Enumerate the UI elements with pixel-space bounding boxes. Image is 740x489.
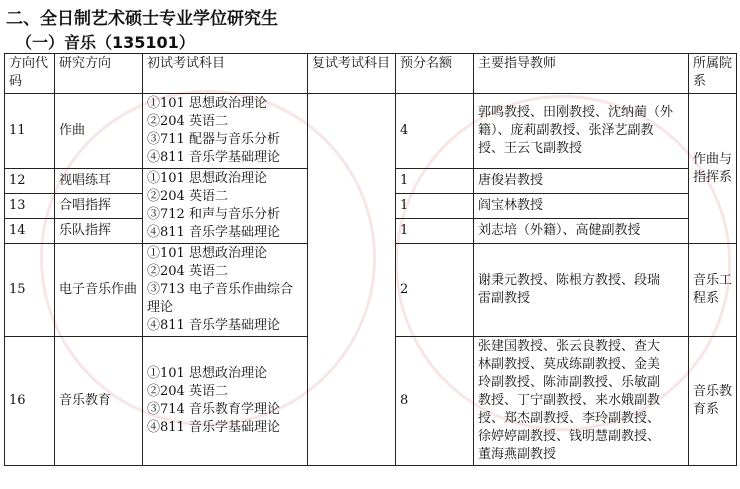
cell-exam — [143, 337, 308, 466]
cell-code: 15 — [5, 244, 55, 337]
cell-code: 12 — [5, 169, 55, 194]
cell-quota: 8 — [396, 337, 474, 466]
cell-direction: 电子音乐作曲 — [55, 244, 143, 337]
supervisor-line: 徐婷婷副教授、钱明慧副教授、 — [478, 429, 661, 444]
table-header-row — [5, 54, 737, 94]
cell-supervisors — [474, 169, 689, 194]
cell-quota: 4 — [396, 94, 474, 169]
header-retest: 复试考试科目 — [308, 54, 396, 94]
supervisor-line: 雷副教授 — [478, 291, 531, 306]
cell-department: 作曲与指挥系 — [689, 94, 737, 244]
supervisor-line: 唐俊岩教授 — [478, 173, 544, 188]
supervisor-line: 授、王云飞副教授 — [478, 141, 583, 156]
cell-direction: 合唱指挥 — [55, 194, 143, 219]
exam-subject: ②204 英语二 — [147, 189, 228, 204]
cell-department: 音乐工程系 — [689, 244, 737, 337]
supervisor-line: 张建国教授、张云良教授、查大 — [478, 339, 661, 354]
exam-subject: ②204 英语二 — [147, 264, 228, 279]
cell-quota: 1 — [396, 219, 474, 244]
cell-supervisors — [474, 244, 689, 337]
header-exam: 初试考试科目 — [143, 54, 308, 94]
supervisor-line: 董海燕副教授 — [478, 447, 557, 462]
cell-retest — [308, 94, 396, 466]
exam-subject: ③712 和声与音乐分析 — [147, 207, 280, 222]
supervisor-line: 授、郑杰副教授、李玲副教授、 — [478, 411, 661, 426]
cell-code: 11 — [5, 94, 55, 169]
exam-subject: ①101 思想政治理论 — [147, 171, 267, 186]
supervisor-line: 籍）、庞莉副教授、张泽艺副教 — [478, 123, 654, 138]
exam-subject: ②204 英语二 — [147, 114, 228, 129]
header-supervisors: 主要指导教师 — [474, 54, 689, 94]
exam-subject: ②204 英语二 — [147, 384, 228, 399]
subsection-title: （一）音乐（135101） — [16, 33, 195, 52]
cell-quota: 1 — [396, 194, 474, 219]
exam-subject: 理论 — [147, 300, 174, 315]
exam-subject: ④811 音乐学基础理论 — [147, 225, 280, 240]
cell-exam — [143, 244, 308, 337]
cell-exam — [143, 169, 308, 244]
cell-direction: 音乐教育 — [55, 337, 143, 466]
cell-code: 13 — [5, 194, 55, 219]
exam-subject: ①101 思想政治理论 — [147, 366, 267, 381]
exam-subject: ③714 音乐教育学理论 — [147, 402, 280, 417]
cell-code: 14 — [5, 219, 55, 244]
enrollment-table — [4, 53, 737, 466]
cell-code: 16 — [5, 337, 55, 466]
exam-subject: ①101 思想政治理论 — [147, 246, 267, 261]
supervisor-line: 玲副教授、陈沛副教授、乐敏副 — [478, 375, 661, 390]
supervisor-line: 阎宝林教授 — [478, 198, 544, 213]
cell-department: 音乐教育系 — [689, 337, 737, 466]
header-code: 方向代码 — [5, 54, 55, 94]
cell-supervisors — [474, 194, 689, 219]
section-title: 二、全日制艺术硕士专业学位研究生 — [6, 9, 278, 29]
cell-supervisors — [474, 219, 689, 244]
header-department: 所属院系 — [689, 54, 737, 94]
header-quota: 预分名额 — [396, 54, 474, 94]
exam-subject: ④811 音乐学基础理论 — [147, 420, 280, 435]
header-direction: 研究方向 — [55, 54, 143, 94]
supervisor-line: 刘志培（外籍）、高健副教授 — [478, 223, 641, 238]
supervisor-line: 教授、丁宁副教授、来水娥副教 — [478, 393, 661, 408]
cell-direction: 作曲 — [55, 94, 143, 169]
table-row — [5, 94, 737, 169]
cell-direction: 视唱练耳 — [55, 169, 143, 194]
exam-subject: ①101 思想政治理论 — [147, 96, 267, 111]
exam-subject: ③711 配器与音乐分析 — [147, 132, 280, 147]
supervisor-line: 林副教授、莫成练副教授、金美 — [478, 357, 661, 372]
cell-quota: 2 — [396, 244, 474, 337]
supervisor-line: 郭鸣教授、田刚教授、沈纳蔺（外 — [478, 105, 674, 120]
cell-exam — [143, 94, 308, 169]
exam-subject: ③713 电子音乐作曲综合 — [147, 282, 293, 297]
cell-direction: 乐队指挥 — [55, 219, 143, 244]
cell-quota: 1 — [396, 169, 474, 194]
cell-supervisors — [474, 337, 689, 466]
exam-subject: ④811 音乐学基础理论 — [147, 318, 280, 333]
supervisor-line: 谢秉元教授、陈根方教授、段瑞 — [478, 273, 661, 288]
exam-subject: ④811 音乐学基础理论 — [147, 150, 280, 165]
cell-supervisors — [474, 94, 689, 169]
